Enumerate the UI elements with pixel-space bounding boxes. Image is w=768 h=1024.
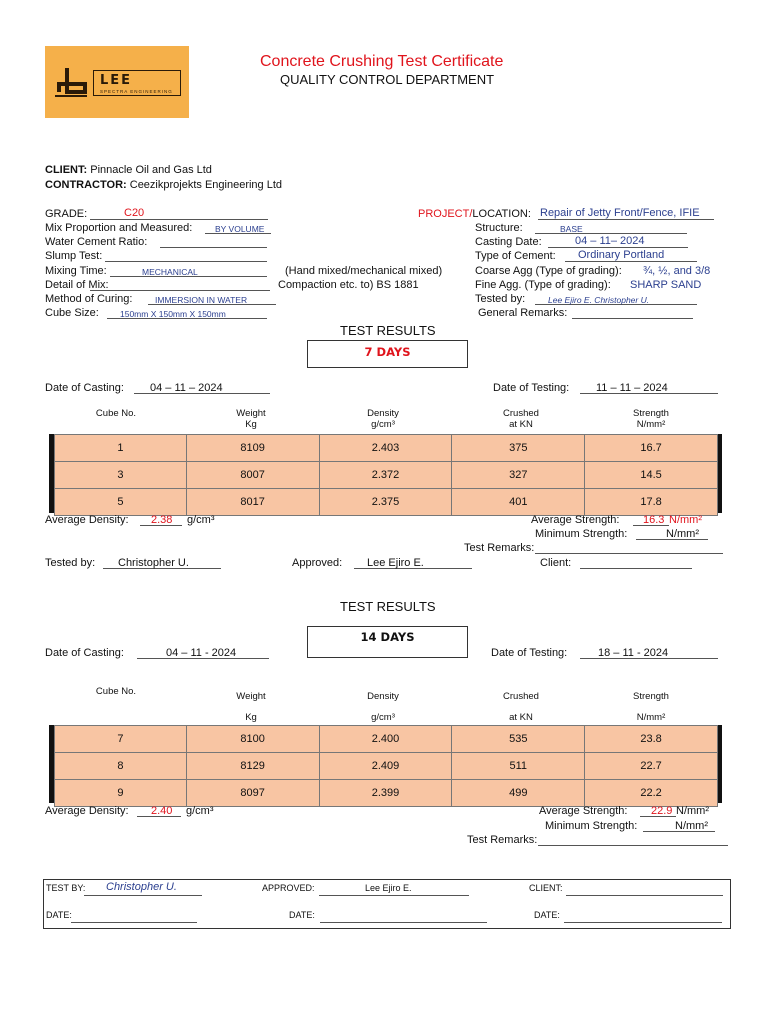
coarse-agg-value: ¾, ½, and 3/8 (643, 265, 711, 277)
col-header-strength-14 (590, 686, 712, 728)
footer-date-1-label: DATE: (46, 910, 72, 920)
wcr-label: Water Cement Ratio: (45, 236, 148, 248)
results-table-7 (54, 434, 718, 516)
cell: 8007 (186, 462, 319, 489)
col-header-strength-7-l1: Strength (633, 408, 669, 419)
tested-by-7-value: Christopher U. (118, 557, 189, 569)
cell: 1 (55, 435, 187, 462)
slump-field (105, 250, 267, 262)
col-header-strength-7 (590, 408, 712, 430)
test-remarks-14-label: Test Remarks: (467, 834, 538, 846)
casting-date-14-value: 04 – 11 - 2024 (166, 647, 237, 659)
footer-date-1-field (71, 911, 197, 923)
col-header-cube-7-l1: Cube No. (95, 408, 137, 419)
col-header-density-14-l1: Density (367, 691, 399, 702)
grade-label: GRADE: (45, 208, 88, 220)
location-label: LOCATION: (472, 208, 531, 220)
tested-by-7-label: Tested by: (45, 557, 96, 569)
approved-7-value: Lee Ejiro E. (367, 557, 424, 569)
cube-size-label: Cube Size: (45, 307, 99, 319)
contractor-line (45, 179, 282, 191)
col-header-weight-7-l1: Weight (236, 408, 266, 419)
footer-date-2-label: DATE: (289, 910, 315, 920)
cell: 327 (452, 462, 585, 489)
cell: 2.399 (319, 780, 452, 807)
col-header-weight-14 (190, 686, 312, 728)
cell: 14.5 (585, 462, 718, 489)
cell: 7 (55, 726, 187, 753)
cell: 535 (452, 726, 585, 753)
casting-date-label: Casting Date: (475, 236, 542, 248)
mixing-value: MECHANICAL (142, 267, 198, 277)
casting-date-value: 04 – 11– 2024 (575, 235, 645, 247)
mix-label: Mix Proportion and Measured: (45, 222, 193, 234)
col-header-crushed-14 (460, 686, 582, 728)
table-row (55, 726, 718, 753)
table-row (55, 435, 718, 462)
casting-date-7-value: 04 – 11 – 2024 (150, 382, 223, 394)
col-header-crushed-7 (460, 408, 582, 430)
client-line (45, 164, 212, 176)
cell: 511 (452, 753, 585, 780)
mixing-label: Mixing Time: (45, 265, 107, 277)
fine-agg-value: SHARP SAND (630, 279, 702, 291)
col-header-weight-7 (190, 408, 312, 430)
cell: 2.400 (319, 726, 452, 753)
cell: 22.2 (585, 780, 718, 807)
avg-density-7-unit: g/cm³ (187, 514, 215, 526)
footer-test-by-label: TEST BY: (46, 883, 86, 893)
min-strength-14-unit: N/mm² (675, 820, 708, 832)
cell: 3 (55, 462, 187, 489)
cell: 8 (55, 753, 187, 780)
col-header-strength-14-l2: N/mm² (636, 712, 666, 723)
location-value: Repair of Jetty Front/Fence, IFIE (540, 207, 700, 219)
contractor-value: Ceezikprojekts Engineering Ltd (129, 179, 283, 191)
detail-label: Detail of Mix: (45, 279, 109, 291)
grade-field (90, 208, 268, 220)
col-header-density-14-l2: g/cm³ (371, 712, 395, 723)
general-remarks-label: General Remarks: (478, 307, 568, 319)
detail-field (90, 279, 270, 291)
avg-density-7-value: 2.38 (151, 514, 173, 526)
col-header-weight-7-l2: Kg (245, 419, 257, 430)
footer-date-2-field (320, 911, 487, 923)
avg-strength-7-unit: N/mm² (669, 514, 702, 526)
avg-density-14-unit: g/cm³ (186, 805, 214, 817)
avg-strength-14-value: 22.9 (651, 805, 673, 817)
client-value: Pinnacle Oil and Gas Ltd (90, 164, 212, 176)
avg-strength-14-label: Average Strength: (539, 805, 628, 817)
cement-label: Type of Cement: (475, 250, 556, 262)
col-header-crushed-7-l1: Crushed (503, 408, 539, 419)
cement-value: Ordinary Portland (578, 249, 665, 261)
signature-footer (43, 879, 731, 929)
logo-tagline: SPECTRA ENGINEERING (100, 89, 173, 94)
cell: 8097 (186, 780, 319, 807)
contractor-label: CONTRACTOR: (45, 179, 127, 191)
col-header-density-14 (322, 686, 444, 728)
avg-strength-14-unit: N/mm² (676, 805, 709, 817)
col-header-weight-14-l1: Weight (236, 691, 266, 702)
avg-strength-7-label: Average Strength: (531, 514, 620, 526)
company-logo (45, 46, 189, 118)
cell: 2.403 (319, 435, 452, 462)
structure-field (535, 222, 687, 234)
casting-date-14-label: Date of Casting: (45, 647, 124, 659)
general-remarks-field (572, 307, 693, 319)
table-row (55, 462, 718, 489)
tested-by-label: Tested by: (475, 293, 526, 305)
min-strength-7-unit: N/mm² (666, 528, 699, 540)
col-header-density-7-l1: Density (367, 408, 399, 419)
client-label: CLIENT: (45, 164, 88, 176)
table-row (55, 780, 718, 807)
cell: 16.7 (585, 435, 718, 462)
col-header-weight-14-l2: Kg (245, 712, 257, 723)
client-7-label: Client: (540, 557, 572, 569)
project-label: PROJECT/ (418, 208, 473, 220)
cell: 2.409 (319, 753, 452, 780)
test-remarks-7-field (535, 542, 723, 554)
testing-date-7-value: 11 – 11 – 2024 (596, 382, 668, 394)
logo-text: LEE (100, 73, 133, 88)
footer-test-by-value: Christopher U. (106, 881, 177, 893)
cell: 8129 (186, 753, 319, 780)
test-remarks-14-field (538, 834, 728, 846)
footer-client-label: CLIENT: (529, 883, 563, 893)
logo-mark-icon (53, 66, 89, 100)
coarse-agg-label: Coarse Agg (Type of grading): (475, 265, 622, 277)
col-header-crushed-14-l1: Crushed (503, 691, 539, 702)
approved-7-label: Approved: (292, 557, 343, 569)
project-location-line (418, 208, 531, 220)
slump-label: Slump Test: (45, 250, 103, 262)
cube-size-value: 150mm X 150mm X 150mm (120, 309, 226, 319)
cell: 8017 (186, 489, 319, 516)
test-results-heading-7: TEST RESULTS (340, 323, 436, 338)
col-header-crushed-14-l2: at KN (509, 712, 533, 723)
table-row (55, 489, 718, 516)
grade-value: C20 (124, 207, 145, 219)
test-remarks-7-label: Test Remarks: (464, 542, 535, 554)
cell: 499 (452, 780, 585, 807)
cell: 375 (452, 435, 585, 462)
mixing-note: (Hand mixed/mechanical mixed) (285, 265, 443, 277)
curing-label: Method of Curing: (45, 293, 133, 305)
table-row (55, 753, 718, 780)
document-title: Concrete Crushing Test Certificate (260, 53, 504, 70)
client-7-field (580, 557, 692, 569)
col-header-density-7 (322, 408, 444, 430)
cell: 8109 (186, 435, 319, 462)
cell: 9 (55, 780, 187, 807)
casting-date-7-label: Date of Casting: (45, 382, 124, 394)
col-header-crushed-7-l2: at KN (509, 419, 533, 430)
logo-badge (93, 70, 181, 96)
days-14-box: 14 DAYS (307, 626, 468, 658)
structure-value: BASE (560, 224, 583, 234)
footer-approved-label: APPROVED: (262, 883, 315, 893)
cell: 2.375 (319, 489, 452, 516)
col-header-density-7-l2: g/cm³ (371, 419, 395, 430)
results-table-14 (54, 725, 718, 807)
min-strength-7-label: Minimum Strength: (535, 528, 628, 540)
testing-date-14-value: 18 – 11 - 2024 (598, 647, 669, 659)
cell: 401 (452, 489, 585, 516)
min-strength-14-label: Minimum Strength: (545, 820, 638, 832)
cell: 5 (55, 489, 187, 516)
detail-note: Compaction etc. to) BS 1881 (278, 279, 419, 291)
footer-date-3-label: DATE: (534, 910, 560, 920)
days-7-box: 7 DAYS (307, 340, 468, 368)
cell: 17.8 (585, 489, 718, 516)
cell: 2.372 (319, 462, 452, 489)
wcr-field (160, 236, 267, 248)
footer-approved-value: Lee Ejiro E. (365, 883, 412, 893)
col-header-cube-14-l1: Cube No. (95, 686, 137, 697)
footer-client-field (566, 884, 723, 896)
col-header-strength-14-l1: Strength (633, 691, 669, 702)
document-subtitle: QUALITY CONTROL DEPARTMENT (280, 72, 495, 87)
avg-strength-7-value: 16.3 (643, 514, 665, 526)
test-results-heading-14: TEST RESULTS (340, 599, 436, 614)
fine-agg-label: Fine Agg. (Type of grading): (475, 279, 611, 291)
avg-density-14-value: 2.40 (151, 805, 173, 817)
col-header-strength-7-l2: N/mm² (636, 419, 666, 430)
avg-density-7-label: Average Density: (45, 514, 129, 526)
testing-date-14-label: Date of Testing: (491, 647, 568, 659)
mix-value: BY VOLUME (215, 224, 265, 234)
col-header-cube-7 (60, 408, 172, 419)
structure-label: Structure: (475, 222, 523, 234)
tested-by-value: Lee Ejiro E. Christopher U. (548, 295, 650, 305)
testing-date-7-label: Date of Testing: (493, 382, 570, 394)
cell: 8100 (186, 726, 319, 753)
avg-density-14-label: Average Density: (45, 805, 129, 817)
curing-value: IMMERSION IN WATER (155, 295, 248, 305)
footer-date-3-field (564, 911, 722, 923)
cell: 23.8 (585, 726, 718, 753)
col-header-cube-14 (60, 686, 172, 697)
cell: 22.7 (585, 753, 718, 780)
